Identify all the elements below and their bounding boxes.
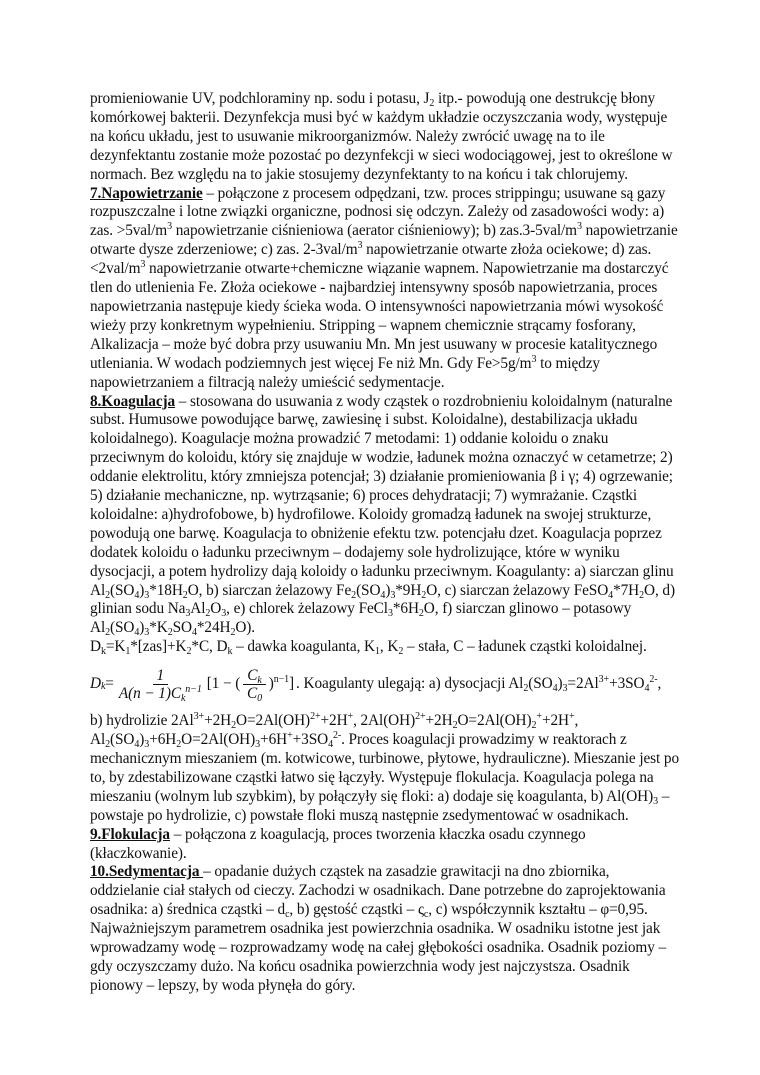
dose-formula: D $_k$ = $\frac{1}{A(n - 1)C_k^{n-1}}$ [1 − ( $\frac{C_k}{C_0}$ )$^{n-1}$] [90,666,295,704]
heading-flokulacja: 9.Flokulacja [90,825,170,843]
formula-fraction: $\frac{1}{A(n - 1)C_k^{n-1}}$ [118,666,202,704]
heading-sedymentacja: 10.Sedymentacja [90,863,204,881]
dysocjacja-text: . Koagulanty ulegają: a) dysocjacji $Al_2(SO_4)_3=2Al^{3+}+3SO_4^{2-}$, [296,673,662,694]
document-page [90,90,680,996]
heading-napowietrzanie: 7.Napowietrzanie [90,184,203,202]
dose-formula-row [90,659,680,709]
paragraph-hydroliza: b) hydrolizie $2Al^{3+}+2H_2O=2Al(OH)^{2+}+2H^+$, $2Al(OH)^{2+}+2H_2O=2Al(OH)_2^++2H^+$, $Al_2(SO_4)_3+6H_2O=2Al(OH)_3+6H^++3SO_4^{2-}$. Proces koagulacji prowadzimy w reaktorach z mechanicznym mieszaniem (m. kotwicowe, turbinowe, płytowe, hydrauliczne). Mieszanie jest po to, by zdestabilizowane cząstki łatwo się łączyły. Występuje flokulacja. Koagulacja polega na mieszaniu (wolnym lub szybkim), by połączyły się floki: a) dodaje się koagulanta, b) $Al(OH)_3$ – powstaje po hydrolizie, c) powstałe floki muszą następnie zsedymentować w osadnikach. [90,711,679,824]
paragraph-napowietrzanie: 7.Napowietrzanie – połączone z procesem odpędzani, tzw. proces strippingu; usuwane są gazy rozpuszczalne i lotne związki organiczne, podnosi się odczyn. Zależy od zasadowości wody: a) zas. $>5val/m^3$ napowietrzanie ciśnieniowa (aerator ciśnieniowy); b) $zas.3-5val/m^3$ napowietrzanie otwarte dysze zderzeniowe; c) zas. $2-3val/m^3$ napowietrzanie otwarte złoża ociekowe; d) $zas.<2val/m^3$ napowietrzanie otwarte+chemiczne wiązanie wapnem. Napowietrzanie ma dostarczyć tlen do utlenienia Fe. Złoża ociekowe - najbardziej intensywny sposób napowietrzania, proces napowietrzania następuje kiedy ścieka woda. O intensywności napowietrzania mówi wysokość wieży przy konkretnym wypełnieniu. Stripping – wapnem chemicznie strącamy fosforany, Alkalizacja – może być dobra przy usuwaniu Mn. Mn jest usuwany w procesie katalitycznego utleniania. W wodach podziemnych jest więcej Fe niż Mn. Gdy $Fe>5g/m^3$ to między napowietrzaniem a filtracją należy umieścić sedymentacje. [90,184,678,391]
paragraph-flokulacja: 9.Flokulacja – połączona z koagulacją, proces tworzenia kłaczka osadu czynnego (kłaczkowanie). [90,825,586,862]
paragraph-koagulacja: 8.Koagulacja – stosowana do usuwania z wody cząstek o rozdrobnieniu koloidalnym (naturalne subst. Humusowe powodujące barwę, zawiesinę i subst. Koloidalne), destabilizacja układu koloidalnego). Koagulacje można prowadzić 7 metodami: 1) oddanie koloidu o znaku przeciwnym do koloidu, który się znajduje w wodzie, ładunek można oznaczyć w cetametrze; 2) oddanie elektrolitu, który zmniejsza potencjał; 3) działanie promieniowania β i γ; 4) ogrzewanie; 5) działanie mechaniczne, np. wytrząsanie; 6) proces dehydratacji; 7) wymrażanie. Cząstki koloidalne: a)hydrofobowe, b) hydrofilowe. Koloidy gromadzą ładunek na swojej strukturze, powodują one barwę. Koagulacja to obniżenie efektu tzw. potencjału dzet. Koagulacja poprzez dodatek koloidu o ładunku przeciwnym – dodajemy sole hydrolizujące, które w wyniku dysocjacji, a potem hydrolizy dają koloidy o ładunku przeciwnym. Koagulanty: a) siarczan glinu $Al_2(SO_4)_3*18H_2O$, b) siarczan żelazowy $Fe_2(SO_4)_3*9H_2O$, c) siarczan żelazowy $FeSO_4*7H_2O$, d) glinian sodu $Na_3Al_2O_3$, e) chlorek żelazowy $FeCl_3*6H_2O$, f) siarczan glinowo – potasowy $Al_2(SO_4)_3*K_2SO_4*24H_2O$). $D_k=K_1*[zas]+K_2*C$, $D_k$ – dawka koagulanta, $K_1$, $K_2$ – stała, C – ładunek cząstki koloidalnej. [90,392,675,658]
paragraph-dezynfekcja: promieniowanie UV, podchloraminy np. sodu i potasu, $J_2$ itp.- powodują one destrukcję błony komórkowej bakterii. Dezynfekcja musi być w każdym układzie oczyszczania wody, występuje na końcu układu, jest to usuwanie mikroorganizmów. Należy zwrócić uwagę na to ile dezynfektantu zostanie może pozostać po dezynfekcji w sieci wodociągowej, jest to określone w normach. Bez względu na to jakie stosujemy dezynfektanty to na końcu i tak chlorujemy. [90,90,673,183]
paragraph-sedymentacja: 10.Sedymentacja – opadanie dużych cząstek na zasadzie grawitacji na dno zbiornika, oddzielanie ciał stałych od cieczy. Zachodzi w osadnikach. Dane potrzebne do zaprojektowania osadnika: a) średnica cząstki – $d_c$, b) gęstość cząstki – $\varsigma_c$, c) współczynnik kształtu – φ=0,95. Najważniejszym parametrem osadnika jest powierzchnia osadnika. W osadniku istotne jest jak wprowadzamy wodę – rozprowadzamy wodę na całej głębokości osadnika. Osadnik poziomy – gdy oczyszczamy dużo. Na końcu osadnika powierzchnia wody jest najczystsza. Osadnik pionowy – lepszy, by woda płynęła do góry. [90,863,667,994]
formula-ratio: $\frac{C_k}{C_0}$ [243,667,265,702]
heading-koagulacja: 8.Koagulacja [90,392,176,410]
